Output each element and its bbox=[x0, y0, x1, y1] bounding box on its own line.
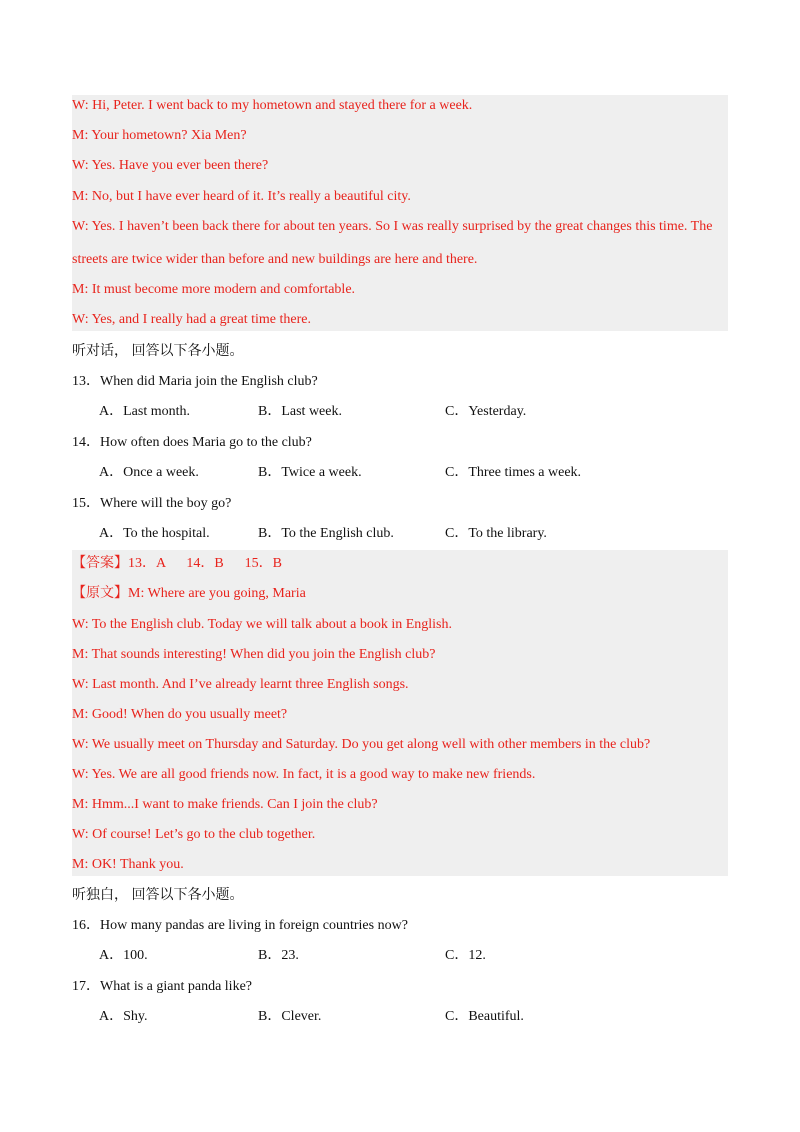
option-a: A．Once a week. bbox=[99, 465, 199, 480]
transcript-line: W: Yes. Have you ever been there? bbox=[72, 158, 269, 173]
transcript-line: W: Yes. I haven’t been back there for about ten years. So I was really surprised by the great changes this time. The bbox=[72, 219, 713, 234]
transcript-line: W: Last month. And I’ve already learnt three English songs. bbox=[72, 677, 409, 692]
option-c: C．To the library. bbox=[445, 526, 547, 541]
option-a: A．Shy. bbox=[99, 1009, 148, 1024]
question-13: 13．When did Maria join the English club? bbox=[72, 374, 318, 389]
transcript-line: W: Of course! Let’s go to the club together. bbox=[72, 827, 316, 842]
transcript-line: M: OK! Thank you. bbox=[72, 857, 184, 872]
transcript-line: W: We usually meet on Thursday and Saturday. Do you get along well with other members in the club? bbox=[72, 737, 651, 752]
option-a: A．To the hospital. bbox=[99, 526, 210, 541]
option-c: C．Beautiful. bbox=[445, 1009, 524, 1024]
answer-tag: 【答案】 bbox=[72, 556, 128, 571]
section-heading-dialogue: 听对话， 回答以下各小题。 bbox=[72, 344, 244, 359]
question-16: 16．How many pandas are living in foreign countries now? bbox=[72, 918, 408, 933]
option-b: B．To the English club. bbox=[258, 526, 394, 541]
transcript-line: M: It must become more modern and comfortable. bbox=[72, 282, 356, 297]
answer-text: 13．A 14．B 15．B bbox=[128, 556, 283, 571]
transcript-line: M: No, but I have ever heard of it. It’s really a beautiful city. bbox=[72, 189, 411, 204]
option-b: B．Twice a week. bbox=[258, 465, 362, 480]
original-line bbox=[72, 585, 306, 603]
option-b: B．23. bbox=[258, 948, 299, 963]
original-tag: 【原文】 bbox=[72, 586, 128, 601]
transcript-line: M: That sounds interesting! When did you join the English club? bbox=[72, 647, 436, 662]
transcript-line: M: Good! When do you usually meet? bbox=[72, 707, 288, 722]
option-b: B．Clever. bbox=[258, 1009, 322, 1024]
transcript-line: streets are twice wider than before and new buildings are here and there. bbox=[72, 252, 478, 267]
transcript-line: M: Your hometown? Xia Men? bbox=[72, 128, 247, 143]
transcript-line: W: To the English club. Today we will talk about a book in English. bbox=[72, 617, 453, 632]
original-first-line: M: Where are you going, Maria bbox=[128, 586, 306, 601]
transcript-line: W: Yes. We are all good friends now. In fact, it is a good way to make new friends. bbox=[72, 767, 536, 782]
transcript-line: W: Yes, and I really had a great time there. bbox=[72, 312, 311, 327]
question-15: 15．Where will the boy go? bbox=[72, 496, 232, 511]
section-heading-monologue: 听独白， 回答以下各小题。 bbox=[72, 888, 244, 903]
option-c: C．12. bbox=[445, 948, 486, 963]
question-14: 14．How often does Maria go to the club? bbox=[72, 435, 312, 450]
transcript-line: M: Hmm...I want to make friends. Can I join the club? bbox=[72, 797, 378, 812]
question-17: 17．What is a giant panda like? bbox=[72, 979, 252, 994]
option-a: A．Last month. bbox=[99, 404, 190, 419]
option-b: B．Last week. bbox=[258, 404, 342, 419]
option-a: A．100. bbox=[99, 948, 148, 963]
transcript-block-top bbox=[72, 95, 728, 331]
transcript-line: W: Hi, Peter. I went back to my hometown and stayed there for a week. bbox=[72, 98, 473, 113]
answer-block bbox=[72, 550, 728, 876]
option-c: C．Three times a week. bbox=[445, 465, 582, 480]
option-c: C．Yesterday. bbox=[445, 404, 527, 419]
answer-line bbox=[72, 555, 282, 573]
